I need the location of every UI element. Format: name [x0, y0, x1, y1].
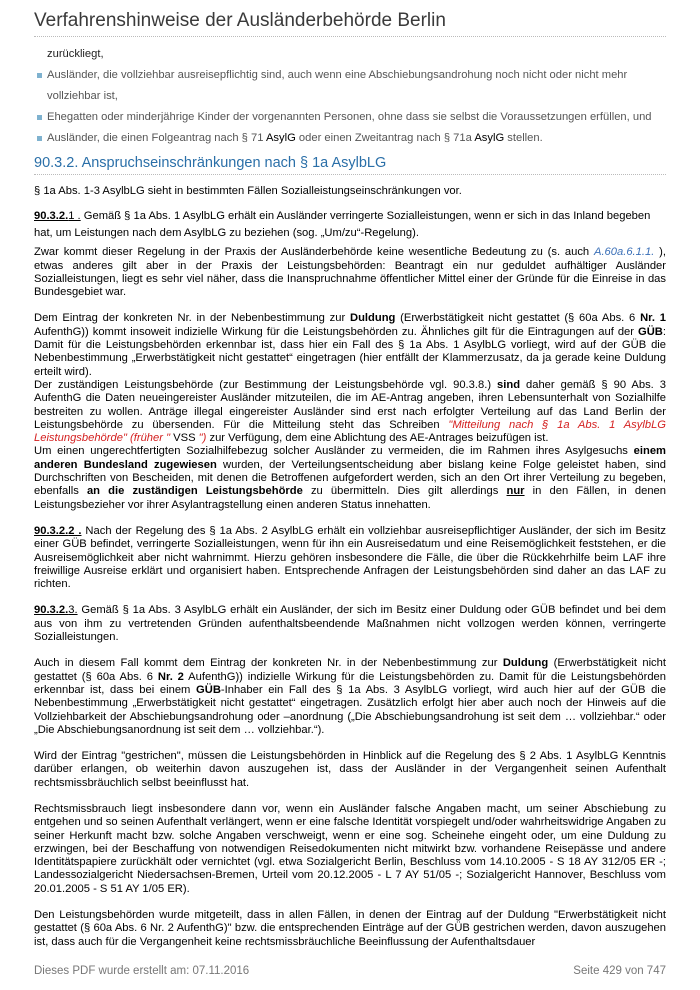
paragraph-rechtsmissbrauch: Rechtsmissbrauch liegt insbesondere dann vor, wenn ein Ausländer falsche Angaben macht, um seiner Abschiebung zu entgehen und so seinen Aufenthalt verlängert, wenn er eine falsche Identität vorspiegelt und/oder wahrheitswidrige Angaben zu seiner Herkunft macht bzw. solche Angaben verschweigt, wenn er eine sog. Scheinehe eingeht oder, um eine Duldung zu erzwingen, bei der Beschaffung von notwendigen Reisedokumenten nicht mitwirkt bzw. vorhandene Reisepässe und andere Identitätspapiere zurückhält oder vernichtet (vgl. etwa Sozialgericht Berlin, Beschluss vom 14.10.2005 - S 18 AY 312/05 ER -; Landessozialgericht Niedersachsen-Bremen, Urteil vom 20.12.2005 - L 7 AY 51/05 -; Sozialgericht Hannover, Beschluss vom 20.01.2005 - S 51 AY 1/05 ER).: [34, 802, 666, 895]
bold-term: Nr. 1: [640, 312, 666, 325]
bold-term: GÜB: [638, 325, 663, 338]
text-run: : Damit für die Leistungsbehörden erkennbar ist, dass hier ein Fall des § 1a Abs. 1 AsylbLG vorliegt, wird auf der GÜB die Nebenbestimmung „Erwerbstätigkeit nicht gestattet“ eingetragen (hier entfällt der Klammerzusatz, da ja gerade keine Duldung erteilt wird).: [34, 325, 666, 378]
bold-term: Duldung: [502, 657, 549, 670]
asylg-link[interactable]: AsylG: [474, 132, 505, 144]
asylg-link[interactable]: AsylG: [265, 132, 296, 144]
reference-link[interactable]: A.60a.6.1.1.: [593, 246, 655, 259]
text-run: Auch in diesem Fall kommt dem Eintrag der konkreten Nr. in der Nebenbestimmung zur: [34, 657, 503, 670]
paragraph-text: Gemäß § 1a Abs. 3 AsylbLG erhält ein Ausländer, der sich im Besitz einer Duldung oder GÜB befindet und bei dem aus von ihm zu vertretenden Gründen aufenthaltsbeendende Maßnahmen nicht vollzogen werden können, verringerte Sozialleistungen.: [34, 604, 666, 644]
bullet-continuation: zurückliegt,: [47, 48, 104, 60]
bullet-square-icon: [37, 73, 42, 78]
bold-term: Nr. 2: [157, 670, 184, 683]
bold-term: nur: [506, 485, 525, 498]
paragraph-number: 90.3.2.: [34, 524, 69, 537]
page-title: Verfahrenshinweise der Ausländerbehörde Berlin: [34, 10, 666, 37]
text-run: AufenthG)) kommt insoweit indizielle Wirkung für die Leistungsbehörden zu. Ähnliches gilt für die Eintragungen auf der: [34, 325, 639, 338]
section-title: 90.3.2. Anspruchseinschränkungen nach § 1a AsylbLG: [34, 155, 666, 175]
text-run: ), etwas anderes gilt aber in der Praxis der Leistungsbehörden: Beantragt ein nur geduldet aufhältiger Ausländer Sozialleistungen, liegt es sehr viel näher, dass die Inanspruchnahme öffentlicher Mittel einer der Gründe für die Einreise in das Bundesgebiet war.: [34, 246, 666, 299]
footer-page-number: Seite 429 von 747: [573, 965, 666, 977]
paragraph-number-tail: 2 .: [68, 524, 82, 537]
list-item-text-part: oder einen Zweitantrag nach § 71a: [295, 132, 475, 144]
paragraph-um: [34, 445, 666, 511]
paragraph-number: 90.3.2.: [34, 604, 69, 617]
bold-term: GÜB: [196, 683, 221, 696]
text-run: wurden, der Verteilungsentscheidung aber bislang keine Folge geleistet haben, sind Durchschriften von Bescheiden, mit denen die Betroffenen aufgefordert werden, sich an den Ort ihrer Verteilung zu begeben, ebenfalls: [34, 458, 666, 498]
paragraph-den: Den Leistungsbehörden wurde mitgeteilt, dass in allen Fällen, in denen der Eintrag auf der Duldung "Erwerbstätigkeit nicht gestattet (§ 60a Abs. 6 Nr. 2 AufenthG)" bzw. die entsprechenden Einträge auf der GÜB gestrichen werden, davon auszugehen ist, dass auch für die Vergangenheit keine rechtsmissbräuchliche Beeinflussung der Aufenthaltsdauer: [34, 909, 666, 948]
paragraph-wird: Wird der Eintrag "gestrichen", müssen die Leistungsbehörden in Hinblick auf die Regelung des § 2 Abs. 1 AsylbLG Kenntnis darüber erlangen, ob weiterhin davon auszugehen ist, dass der Ausländer in der Vergangenheit seinen Aufenthalt rechtsmissbräuchlich selbst beeinflusst hat.: [34, 750, 666, 789]
text-run: (Erwerbstätigkeit nicht gestattet (§ 60a Abs. 6: [395, 312, 641, 325]
text-run: zu übermitteln. Dies gilt allerdings: [302, 485, 507, 498]
text-run: AufenthG)) indizielle Wirkung für die Leistungsbehörden zu. Damit für die Leistungsbehörden erkennbar ist, dass bei einem: [34, 670, 667, 696]
list-item: [34, 107, 674, 128]
text-run: in den Fällen, in denen Leistungsbezieher vor ihrer Asylantragstellung einen anderen Status innehatten.: [34, 485, 667, 511]
text-run: Zwar kommt dieser Regelung in der Praxis der Ausländerbehörde keine wesentliche Bedeutung zu (s. auch: [34, 246, 594, 259]
paragraph-text: Nach der Regelung des § 1a Abs. 2 AsylbLG erhält ein vollziehbar ausreisepflichtiger Ausländer, der sich im Besitz einer GÜB befindet, verringerte Sozialleistungen, wenn für ihn ein Ausreisedatum und eine Reisemöglichkeit feststehen, er die Ausreisemöglichkeit aber nicht wahrnimmt. Hierzu gehören insbesondere die Fälle, die über die Rückkehrhilfe beim LAF ihre freiwillige Ausreise erklärt und organisiert haben. Entsprechende Anfragen der Leistungsbehörden sind daher an das LAF zu richten.: [34, 524, 666, 591]
text-run: daher gemäß § 90 Abs. 3 AufenthG die Daten neueingereister Ausländer mitzuteilen, die im AE-Antrag angeben, ihren Lebensunterhalt von Sozialhilfe bestreiten zu wollen. Anträge illegal eingereister Ausländer sind erst nach erfolgter Verteilung auf das Land Berlin der Leistungsbehörde zu übersenden. Für die Mitteilung steht das Schreiben: [34, 378, 666, 431]
list-item-text: Ausländer, die vollziehbar ausreisepflichtig sind, auch wenn eine Abschiebungsandrohung noch nicht oder nicht mehr vollziehbar ist,: [47, 69, 628, 102]
bullet-square-icon: [37, 115, 42, 120]
footer-created: Dieses PDF wurde erstellt am: 07.11.2016: [34, 965, 250, 977]
text-run: -Inhaber ein Fall des § 1a Abs. 3 AsylbLG vorliegt, wird auch hier auf der GÜB die Nebenbestimmung „Erwerbstätigkeit nicht gestattet“ eingetragen. Zusätzlich erfolgt hier aber auch noch der Hinweis auf die Vollziehbarkeit der Abschiebungsandrohung oder –anordnung („Die Abschiebungsandrohung ist seit dem … vollziehbar.“ oder „Die Abschiebungsanordnung ist seit dem … vollziehbar.“).: [34, 683, 666, 736]
form-reference: "Mitteilung nach § 1a Abs. 1 AsylbLG Leistungsbehörde" (früher ": [34, 418, 666, 445]
paragraph-number-tail: 1 .: [68, 210, 81, 223]
paragraph-text: Gemäß § 1a Abs. 1 AsylbLG erhält ein Ausländer verringerte Sozialleistungen, wenn er sich in das Inland begeben hat, um Leistungen nach dem AsylbLG zu beziehen (sog. „Um/zu“-Regelung).: [34, 210, 651, 239]
paragraph-eintrag: [34, 312, 666, 378]
text-run: VSS: [170, 432, 199, 445]
list-item: [34, 65, 674, 107]
intro-paragraph: § 1a Abs. 1-3 AsylbLG sieht in bestimmten Fällen Sozialleistungseinschränkungen vor.: [34, 185, 462, 197]
paragraph-90-3-2-2: [34, 525, 666, 591]
bold-term: Duldung: [350, 312, 396, 325]
text-run: Um einen ungerechtfertigten Sozialhilfebezug solcher Ausländer zu vermeiden, die im Rahmen ihres Asylgesuchs: [34, 445, 634, 458]
paragraph-number: 90.3.2.: [34, 210, 69, 223]
paragraph-zustaendig: [34, 379, 666, 445]
document-body: [34, 180, 666, 949]
paragraph-number-tail: 3.: [68, 604, 78, 617]
text-run: zur Verfügung, dem eine Ablichtung des AE-Antrages beizufügen ist.: [206, 432, 549, 445]
list-item-text-part: Ausländer, die einen Folgeantrag nach § 71: [47, 132, 266, 144]
paragraph-90-3-2-3: [34, 604, 666, 644]
bold-term: einem anderen Bundesland zugewiesen: [34, 445, 666, 471]
text-run: (Erwerbstätigkeit nicht gestattet (§ 60a Abs. 6: [34, 657, 666, 683]
paragraph-90-3-2-1: [34, 208, 666, 241]
list-item: [34, 128, 674, 149]
paragraph-auch: [34, 657, 666, 737]
list-item-text-part: stellen.: [504, 132, 543, 144]
text-run: Der zuständigen Leistungsbehörde (zur Bestimmung der Leistungsbehörde vgl. 90.3.8.): [34, 378, 498, 391]
text-run: Dem Eintrag der konkreten Nr. in der Nebenbestimmung zur: [34, 312, 350, 325]
bullet-square-icon: [37, 136, 42, 141]
form-reference: "): [198, 432, 207, 445]
list-item-text: Ehegatten oder minderjährige Kinder der vorgenannten Personen, ohne dass sie selbst die Voraussetzungen erfüllen, und: [47, 111, 652, 123]
bold-term: an die zuständigen Leistungsbehörde: [86, 485, 303, 498]
bullet-list: [34, 44, 674, 149]
bold-term: sind: [497, 378, 521, 391]
paragraph-zwar: [34, 246, 666, 299]
